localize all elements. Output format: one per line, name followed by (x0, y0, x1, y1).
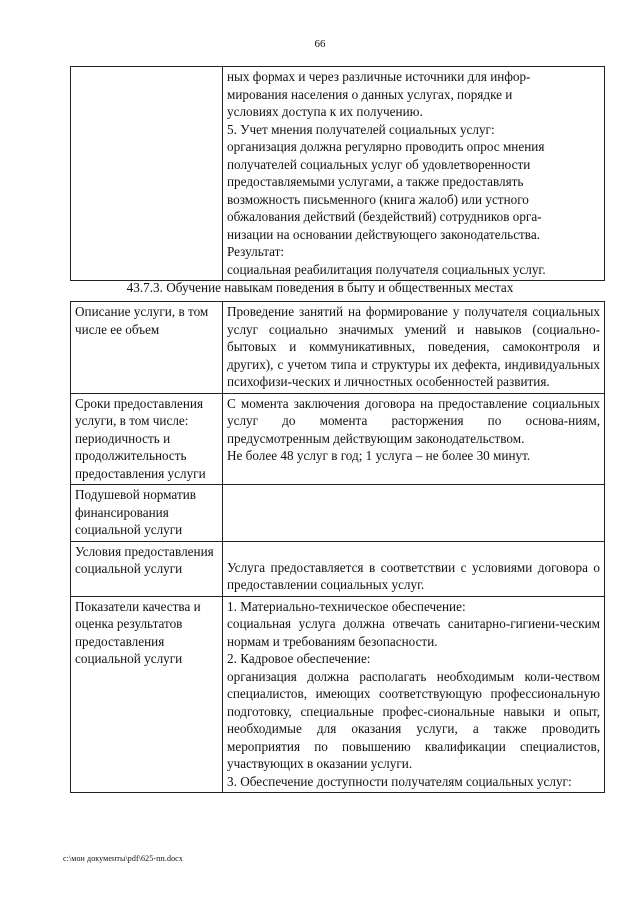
table-row (71, 485, 605, 542)
row-label: Показатели качества и оценка результатов предоставления социальной услуги (71, 596, 223, 793)
row-value-empty (223, 485, 605, 542)
text-line: ных формах и через различные источники для инфор- (227, 69, 531, 84)
table-row (71, 596, 605, 793)
text-line: получателей социальных услуг об удовлетворенности (227, 156, 531, 172)
row-label: Описание услуги, в том числе ее объем (71, 302, 223, 394)
row-value: Проведение занятий на формирование у получателя социальных услуг социально значимых умений и навыков (социально-бытовых и коммуникативных, поведения, самоконтроля и других), с учетом типа и структуры их дефекта, индивидуальных психофизи-ческих и личностных особенностей развития. (223, 302, 605, 394)
row-value-paragraph: социальная услуга должна отвечать санитарно-гигиени-ческим нормам и требованиям безопасности. (227, 616, 600, 649)
section-heading: 43.7.3. Обучение навыкам поведения в быту и общественных местах (126, 280, 514, 295)
row-value (223, 393, 605, 485)
text-line: социальная реабилитация получателя социальных услуг. (227, 261, 546, 277)
row-value-paragraph: 2. Кадровое обеспечение: (227, 651, 371, 666)
text-line: низации на основании действующего законодательства. (227, 226, 541, 242)
row-value-paragraph: 3. Обеспечение доступности получателям социальных услуг: (227, 773, 572, 789)
empty-label-cell (71, 67, 223, 281)
continued-table (70, 66, 605, 281)
row-value-paragraph: Не более 48 услуг в год; 1 услуга – не более 30 минут. (227, 448, 531, 463)
row-value-paragraph: 1. Материально-техническое обеспечение: (227, 598, 466, 614)
text-line: 5. Учет мнения получателей социальных услуг: (227, 121, 495, 137)
table-row (71, 541, 605, 596)
text-line: возможность письменного (книга жалоб) или устного (227, 191, 529, 207)
footer-file-path: c:\мои документы\pdf\625-пп.docx (63, 854, 183, 863)
row-value-paragraph: организация должна располагать необходимым коли-чеством специалистов, имеющих соответствующую профессиональную подготовку, специальные профес-сиональные навыки и опыт, необходимые для оказания услуги, а также проводить мероприятия по повышению квалификации специалистов, участвующих в оказании услуги. (227, 668, 600, 771)
page-number: 66 (314, 38, 326, 50)
row-label: Условия предоставления социальной услуги (71, 541, 223, 596)
text-line: предоставляемыми услугами, а также предоставлять (227, 174, 524, 189)
text-line: обжалования действий (бездействий) сотрудников орга- (227, 209, 542, 224)
table-row (71, 67, 605, 281)
row-value: Услуга предоставляется в соответствии с условиями договора о предоставлении социальных услуг. (223, 541, 605, 596)
table-row (71, 302, 605, 394)
row-value (223, 596, 605, 793)
text-line: Результат: (227, 244, 285, 259)
row-label: Сроки предоставления услуги, в том числе: периодичность и продолжительность предоставления услуги (71, 393, 223, 485)
text-line: организация должна регулярно проводить опрос мнения (227, 139, 545, 154)
row-value-paragraph: С момента заключения договора на предоставление социальных услуг до момента расторжения по основа-ниям, предусмотренным действующим законодательством. (227, 395, 600, 446)
row-label: Подушевой норматив финансирования социальной услуги (71, 485, 223, 542)
continued-cell (223, 67, 605, 281)
table-row (71, 393, 605, 485)
text-line: условиях доступа к их получению. (227, 104, 423, 119)
service-table (70, 301, 605, 793)
text-line: мирования населения о данных услугах, порядке и (227, 86, 513, 102)
